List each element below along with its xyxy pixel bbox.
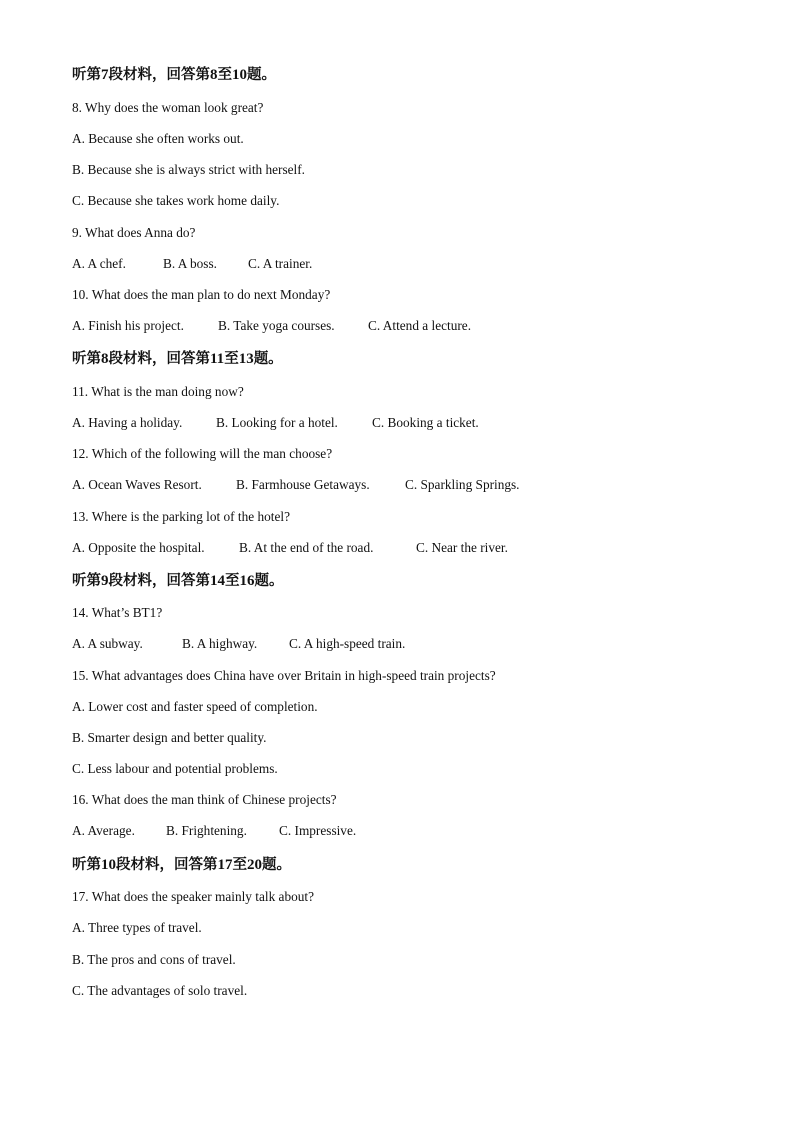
heading-suffix: 题。 [254,573,284,589]
question-17-option-b: B. The pros and cons of travel. [72,952,236,967]
heading-prefix: 听第 [72,573,101,589]
heading-middle: 段材料，回答第 [108,67,210,83]
question-15-option-c: C. Less labour and potential problems. [72,761,278,776]
question-12: 12. Which of the following will the man choose? [72,446,333,461]
heading-from-number: 11 [210,351,225,367]
question-17-option-a: A. Three types of travel. [72,920,202,935]
heading-suffix: 题。 [262,857,291,873]
question-9: 9. What does Anna do? [72,225,196,240]
question-12-option-c: C. Sparkling Springs. [405,477,520,492]
heading-prefix: 听第 [72,857,101,873]
section-heading-10 [72,857,291,873]
heading-middle: 段材料，回答第 [116,857,218,873]
question-15-option-a: A. Lower cost and faster speed of completion. [72,699,318,714]
question-11-option-b: B. Looking for a hotel. [216,415,338,430]
question-15-option-b: B. Smarter design and better quality. [72,730,267,745]
heading-suffix: 题。 [247,67,276,83]
question-9-option-c: C. A trainer. [248,256,313,271]
section-heading-9 [72,573,284,589]
heading-from-number: 8 [210,67,218,83]
question-13-option-a: A. Opposite the hospital. [72,540,205,555]
heading-to-word: 至 [225,573,240,589]
heading-from-number: 17 [217,857,233,873]
heading-to-word: 至 [232,857,247,873]
heading-middle: 段材料，回答第 [108,573,210,589]
question-11: 11. What is the man doing now? [72,384,244,399]
section-heading-7 [72,67,276,83]
heading-to-number: 13 [238,351,254,367]
heading-segment-number: 9 [101,573,109,589]
question-8: 8. Why does the woman look great? [72,100,264,115]
question-16-option-a: A. Average. [72,823,135,838]
heading-to-number: 10 [232,67,247,83]
question-15: 15. What advantages does China have over Britain in high-speed train projects? [72,668,496,683]
question-10-option-a: A. Finish his project. [72,318,184,333]
question-11-option-a: A. Having a holiday. [72,415,183,430]
question-14-option-b: B. A highway. [182,636,258,651]
question-8-option-a: A. Because she often works out. [72,131,244,146]
heading-prefix: 听第 [72,351,101,367]
question-14-option-a: A. A subway. [72,636,143,651]
heading-segment-number: 7 [101,67,109,83]
heading-suffix: 题。 [253,351,283,367]
question-16-option-b: B. Frightening. [166,823,247,838]
question-16: 16. What does the man think of Chinese projects? [72,792,337,807]
heading-segment-number: 10 [101,857,116,873]
heading-to-number: 16 [239,573,255,589]
heading-from-number: 14 [210,573,225,589]
question-10: 10. What does the man plan to do next Monday? [72,287,331,302]
heading-to-word: 至 [217,67,232,83]
question-14: 14. What’s BT1? [72,605,163,620]
question-9-option-b: B. A boss. [163,256,217,271]
question-12-option-b: B. Farmhouse Getaways. [236,477,370,492]
question-13: 13. Where is the parking lot of the hotel? [72,509,290,524]
question-9-option-a: A. A chef. [72,256,126,271]
question-10-option-c: C. Attend a lecture. [368,318,472,333]
heading-to-number: 20 [247,857,262,873]
question-10-option-b: B. Take yoga courses. [218,318,335,333]
heading-to-word: 至 [224,351,239,367]
question-12-option-a: A. Ocean Waves Resort. [72,477,202,492]
question-13-option-b: B. At the end of the road. [239,540,374,555]
heading-prefix: 听第 [72,67,101,83]
heading-segment-number: 8 [101,351,109,367]
question-16-option-c: C. Impressive. [279,823,357,838]
question-11-option-c: C. Booking a ticket. [372,415,479,430]
question-8-option-c: C. Because she takes work home daily. [72,193,280,208]
question-17-option-c: C. The advantages of solo travel. [72,983,248,998]
heading-middle: 段材料，回答第 [108,351,210,367]
section-heading-8 [72,351,283,367]
question-13-option-c: C. Near the river. [416,540,508,555]
question-8-option-b: B. Because she is always strict with herself. [72,162,306,177]
question-17: 17. What does the speaker mainly talk about? [72,889,314,904]
question-14-option-c: C. A high-speed train. [289,636,406,651]
